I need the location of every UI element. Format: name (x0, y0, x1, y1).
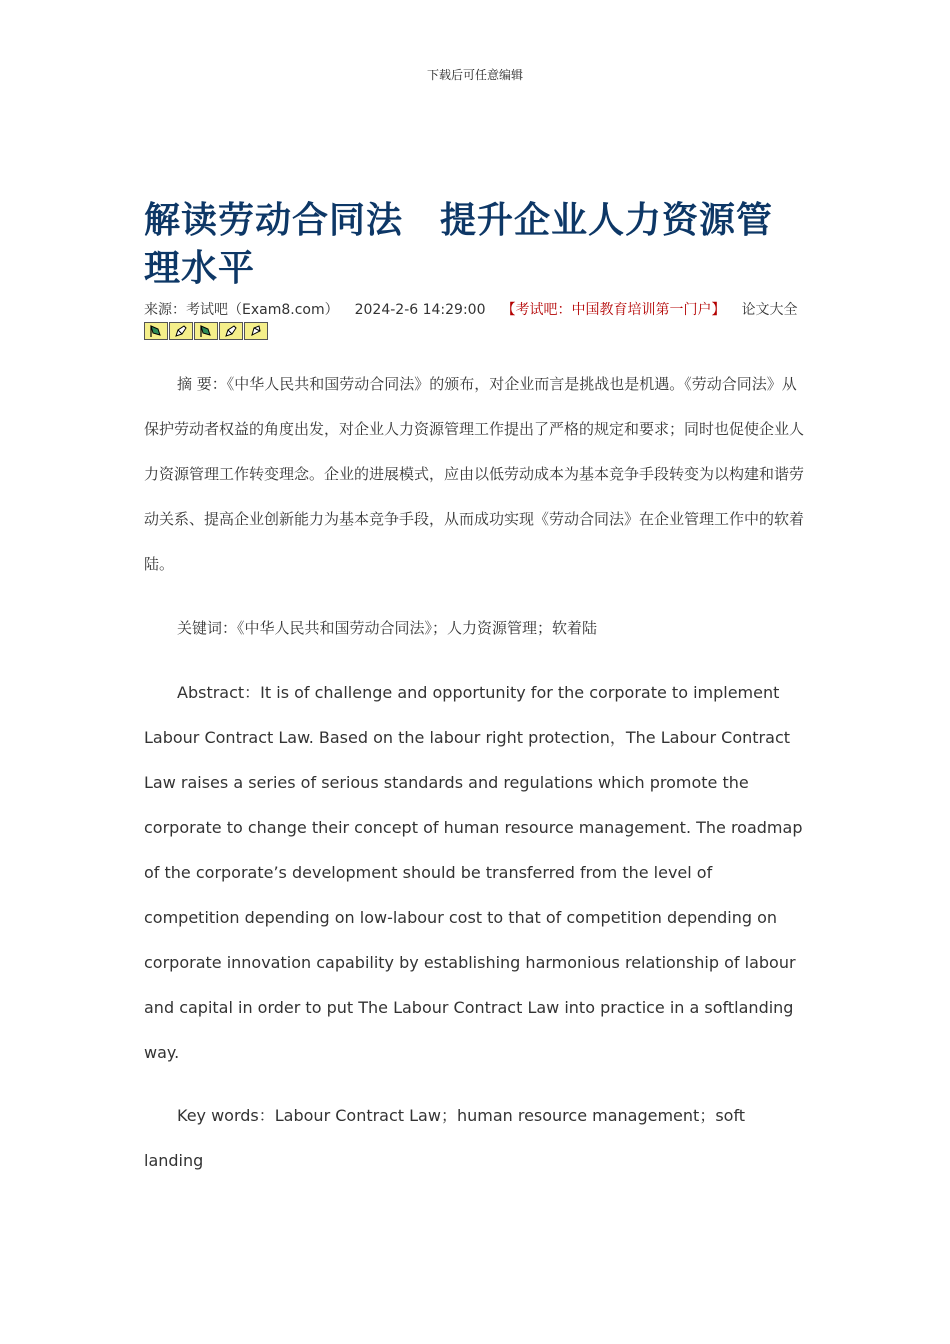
publish-datetime: 2024-2-6 14:29:00 (354, 302, 486, 318)
article-meta (144, 298, 806, 322)
source-text: 来源：考试吧（Exam8.com） (144, 302, 339, 318)
article (144, 196, 806, 1183)
header-note: 下载后可任意编辑 (426, 68, 523, 82)
keywords-english: Key words：Labour Contract Law；human resource management；soft landing (144, 1106, 746, 1170)
edit-icon[interactable] (169, 322, 193, 340)
edit-icon[interactable] (244, 322, 268, 340)
flag-icon[interactable] (144, 322, 168, 340)
abstract-english: Abstract：It is of challenge and opportunity for the corporate to implement Labour Contract Law. Based on the labour right protection，The Labour Contract Law raises a series of serious standards and regulations which promote the corporate to change their concept of human resource management. The roadmap of the corporate’s development should be transferred from the level of competition depending on low-labour cost to that of competition depending on corporate innovation capability by establishing harmonious relationship of labour and capital in order to put The Labour Contract Law into practice in a softlanding way. (144, 683, 803, 1062)
flag-icon[interactable] (194, 322, 218, 340)
section-link[interactable]: 论文大全 (741, 302, 798, 318)
article-title: 解读劳动合同法 提升企业人力资源管理水平 (144, 199, 774, 289)
brand-link[interactable]: 【考试吧：中国教育培训第一门户】 (501, 302, 726, 318)
abstract-chinese: 摘 要：《中华人民共和国劳动合同法》的颁布，对企业而言是挑战也是机遇。《劳动合同法》从保护劳动者权益的角度出发，对企业人力资源管理工作提出了严格的规定和要求；同时也促使企业人力资源管理工作转变理念。企业的进展模式，应由以低劳动成本为基本竞争手段转变为以构建和谐劳动关系、提高企业创新能力为基本竞争手段，从而成功实现《劳动合同法》在企业管理工作中的软着陆。 (144, 375, 805, 573)
keywords-chinese: 关键词：《中华人民共和国劳动合同法》；人力资源管理；软着陆 (177, 619, 598, 637)
toolbar-icons (144, 322, 806, 340)
edit-icon[interactable] (219, 322, 243, 340)
